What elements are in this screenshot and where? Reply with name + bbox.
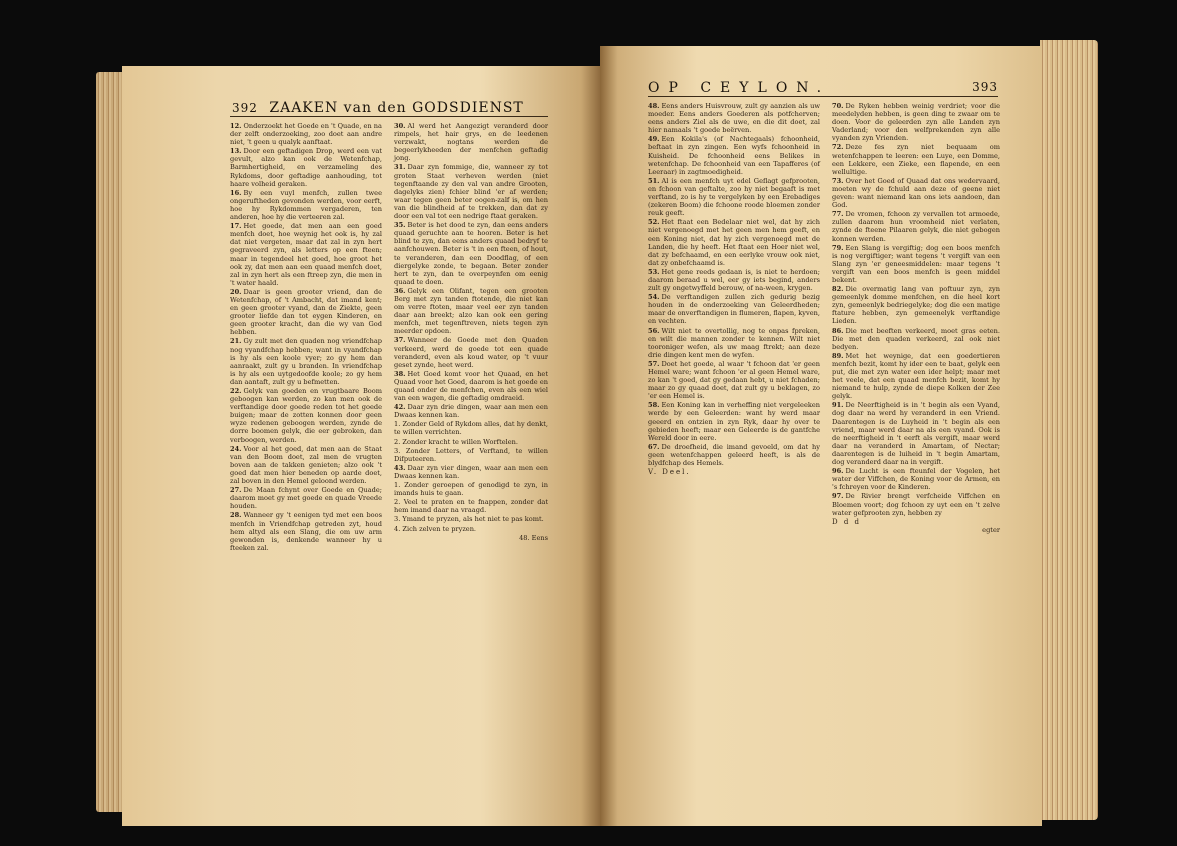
- paragraph: [230, 222, 382, 287]
- paragraph-number: 52.: [648, 218, 660, 227]
- paragraph-number: 49.: [648, 135, 660, 144]
- paragraph-number: 22.: [230, 387, 242, 395]
- paragraph-number: 56.: [648, 326, 660, 335]
- paragraph: [394, 163, 548, 220]
- paragraph: [832, 244, 1000, 284]
- paragraph-text: De Maan fchynt over Goede en Quade; daarom moet gy met goede en quade Vreede houden.: [230, 486, 382, 511]
- paragraph-text: Het Goed komt voor het Quaad, en het Quaad voor het Goed, daarom is het goede en quaad onder de menfchen, even als een wiel van een wagen, die geftadig omdraeid.: [394, 369, 548, 403]
- paragraph-number: 36.: [394, 286, 406, 295]
- paragraph: [230, 511, 382, 551]
- paragraph-text: Die met beeften verkeerd, moet gras eeten. Die met den quaden verkeerd, zal ook niet bedyen.: [832, 326, 1000, 351]
- paragraph-number: 17.: [230, 222, 242, 231]
- paragraph-text: De Rivier brengt verfcheide Viffchen en Bloemen voort; dog fchoon zy uyt een en 't zelve water gefprooten zyn, hebben zy: [832, 492, 1000, 517]
- paragraph-text: Daar zyn drie dingen, waar aan men een Dwaas kennen kan.: [394, 403, 548, 420]
- paragraph: [230, 445, 382, 485]
- paragraph-text: Gelyk een Olifant, tegen een grooten Berg met zyn tanden ftotende, die niet kan om verre ftoten, maar veel eer zyn tanden daar aan breekt; alzo kan ook een gering menfch, met tegenftreven, niets tegen zyn meerder opdoen.: [394, 286, 548, 336]
- paragraph: [394, 221, 548, 286]
- paragraph: [648, 293, 820, 325]
- paragraph-number: 72.: [832, 143, 844, 152]
- paragraph-number: 73.: [832, 176, 844, 185]
- paragraph-text: 1. Zonder geroepen of genodigd te zyn, in imands huis te gaan.: [394, 481, 548, 498]
- paragraph-text: De Neerftigheid is in 't begin als een Vyand, dog daar na werd hy veranderd in een Vriend. Daarentegen is de Luyheid in 't begin als een vriend, maar werd daar na als een vyand. Ook is de neerftigheid in 't eerft als vergift, maar werd daar na veranderd in Amartam, of Nectar; daarentegen is de luiheid in 't begin Amartam, dog veranderd daar na in vergift.: [832, 401, 1000, 467]
- paragraph: [832, 492, 1000, 516]
- paragraph: [394, 287, 548, 336]
- paragraph: [832, 102, 1000, 142]
- paragraph-text: Het ftaat een Bedelaar niet wel, dat hy zich niet vergenoegd met het geen men hem geeft, en een Koning niet, dat hy zich vergenoegd met de Landen, die hy heeft. Het ftaat een Hoer niet wel, dat zy befchaamd, en een eerlyke vrouw ook niet, dat zy onbefchaamd is.: [648, 218, 820, 267]
- paragraph-text: Deze fes zyn niet bequaam om wetenfchappen te leeren: een Luye, een Domme, een Lekkere, een Zieke, een flapende, en een wellultige.: [832, 143, 1000, 176]
- paragraph-number: 89.: [832, 351, 844, 360]
- paragraph: [394, 525, 548, 533]
- paragraph-text: Het goede, dat men aan een goed menfch doet, hoe weynig het ook is, hy zal dat niet vergeten, maar dat zal in zyn hert gegraveerd zyn, als letters op een fteen; maar in tegendeel het goed, hoe groot het ook zy, dat men aan een quaad menfch doet, zal in zyn hert als een ftreep zyn, die men in 't water haald.: [230, 222, 382, 287]
- paragraph-text: Eens anders Huisvrouw, zult gy aanzien als uw moeder. Eens anders Goederen als potfcherven; eens anders Ziel als de uwe, en die dit doet, zal hier namaals 't goede beërven.: [648, 102, 820, 135]
- paragraph: [394, 122, 548, 162]
- paragraph: [394, 498, 548, 514]
- paragraph-number: 79.: [832, 243, 844, 252]
- paragraph: [394, 403, 548, 419]
- paragraph: [394, 447, 548, 463]
- right-page: [600, 46, 1042, 826]
- right-header-rule: [648, 96, 998, 97]
- paragraph-number: 97.: [832, 492, 844, 501]
- paragraph: [230, 189, 382, 221]
- paragraph-number: 58.: [648, 401, 660, 410]
- paragraph: [832, 285, 1000, 325]
- paragraph-text: Over het Goed of Quaad dat ons wedervaard, moeten wy de fchuld aan deze of geene niet geven: want niemand kan ons iets aandoen, dan God.: [832, 176, 1000, 210]
- paragraph: [394, 464, 548, 480]
- volume-signature: V. Deel.: [648, 468, 691, 477]
- paragraph-number: 51.: [648, 176, 660, 185]
- paragraph: [230, 288, 382, 337]
- paragraph: [832, 352, 1000, 401]
- paragraph-text: Wilt niet te overtollig, nog te onpas fpreken, en wilt die mannen zonder te kennen. Wilt niet tooroniger wefen, als uw maag ftrekt; aan deze drie dingen kent men de wyfen.: [648, 326, 820, 359]
- paragraph-number: 20.: [230, 287, 242, 296]
- right-column-2: [832, 102, 1000, 534]
- paragraph-text: Onderzoekt het Goede en 't Quade, en na der zelft onderzoeking, zoo doet aan andre niet, 't geen u qualyk aanftaat.: [230, 122, 382, 147]
- paragraph-text: Gelyk van goeden en vrugtbaare Boom geboogen kan werden, zo kan men ook de verftandige door goede reden tot het goede buigen; maar de zotten konnen door geen wyze redenen geboogen werden, zynde de dorre boomen gelyk, die eer gebroken, dan verboogen, werden.: [230, 387, 382, 444]
- left-column-2: [394, 122, 548, 542]
- paragraph: [832, 401, 1000, 466]
- paragraph: [394, 481, 548, 497]
- right-page-edges: [1040, 40, 1098, 820]
- paragraph-number: 28.: [230, 511, 242, 520]
- right-column-1: [648, 102, 820, 476]
- paragraph: [648, 268, 820, 292]
- left-header-title: ZAAKEN van den GODSDIENST: [269, 100, 524, 116]
- paragraph: [230, 486, 382, 510]
- paragraph: [230, 387, 382, 444]
- paragraph-number: 27.: [230, 486, 242, 495]
- paragraph-text: 2. Veel te praten en te fnappen, zonder dat hem imand daar na vraagd.: [394, 498, 548, 515]
- right-running-header: [648, 80, 998, 96]
- paragraph-text: Wanneer de Goede met den Quaden verkeerd, werd de goede tot een quade veranderd, even als koud water, op 't vuur geset zynde, heet werd.: [394, 336, 548, 369]
- paragraph-number: 53.: [648, 267, 660, 276]
- paragraph: [648, 177, 820, 217]
- paragraph-number: 16.: [230, 188, 242, 197]
- paragraph: [832, 210, 1000, 242]
- left-page-edges: [96, 72, 124, 812]
- paragraph-text: Door een geftadigen Drop, werd een vat gevult, alzo kan ook de Wetenfchap, Barmhertigheid, en verzameling des Rykdoms, door geftadige aanhouding, tot haare volheid geraken.: [230, 147, 382, 188]
- paragraph-number: 86.: [832, 326, 844, 335]
- paragraph: [394, 420, 548, 436]
- paragraph: [832, 177, 1000, 209]
- left-catchword: 48. Eens: [519, 533, 548, 542]
- paragraph-number: 38.: [394, 369, 406, 378]
- paragraph-text: 1. Zonder Geld of Rykdom alles, dat hy denkt, te willen verrichten.: [394, 420, 548, 437]
- paragraph: [394, 438, 548, 446]
- paragraph: [648, 360, 820, 400]
- paragraph-text: 2. Zonder kracht te willen Worftelen.: [394, 437, 518, 446]
- right-catchword: egter: [982, 525, 1000, 534]
- paragraph-number: 21.: [230, 337, 242, 346]
- paragraph-text: 3. Zonder Letters, of Verftand, te willen Difputeeren.: [394, 446, 548, 463]
- paragraph: [832, 143, 1000, 175]
- gathering-signature: D d d: [832, 517, 862, 526]
- paragraph-number: 12.: [230, 122, 242, 130]
- paragraph-text: Beter is het dood te zyn, dan eens anders quaad geruchte aan te hooren. Beter is het blind te zyn, dan eens anders quaad bedryf te aanfchouwen. Beter is 't in een fteen, of hout, te veranderen, dan een Doodflag, of een diergelyke zonde, te begaan. Beter zonder hert te zyn, dan te overpeynfen om eenig quaad te doen.: [394, 221, 548, 286]
- paragraph: [230, 147, 382, 187]
- left-column-1: [230, 122, 382, 553]
- paragraph-number: 24.: [230, 444, 242, 453]
- paragraph-number: 35.: [394, 221, 406, 230]
- paragraph-number: 30.: [394, 122, 406, 130]
- paragraph-number: 42.: [394, 403, 406, 412]
- paragraph-text: Daar is geen grooter vriend, dan de Wetenfchap, of 't Ambacht, dat imand kent; en geen grooter vyand, dan de Ziekte, geen grooter liefde dan tot eygen Kinderen, en geen grooter kracht, dan die wy van God hebben.: [230, 287, 382, 337]
- paragraph-text: Een Koning kan in verheffing niet vergeleeken werde by een Geleerden: want hy werd maar geeerd en ontzien in zyn Ryk, daar hy over te gebieden heeft; maar een Geleerde is de gantfche Wereld door in eere.: [648, 401, 820, 442]
- paragraph: [648, 401, 820, 441]
- paragraph-text: Het gene reeds gedaan is, is niet te herdoen; daarom beraad u wel, eer gy iets begind, anders zult gy ongetwyffeld berouw, of na-ween, krygen.: [648, 267, 820, 293]
- paragraph-text: Daar zyn vier dingen, waar aan men een Dwaas kennen kan.: [394, 463, 548, 480]
- paragraph-number: 54.: [648, 293, 660, 302]
- paragraph-number: 13.: [230, 147, 242, 156]
- paragraph-text: Een Kokila's (of Nachtegaals) fchoonheid, beftaat in zyn zingen. Een wyfs fchoonheid in Kuisheid. De fchoonheid eens Belikes in wetenfchap. De fchoonheid van een Tapafferes (of Leeraar) in zagtmoedigheid.: [648, 135, 820, 176]
- paragraph: [648, 102, 820, 134]
- paragraph-number: 82.: [832, 285, 844, 294]
- paragraph-number: 77.: [832, 210, 844, 219]
- paragraph-text: Doet het goede, al waar 't fchoon dat 'er geen Hemel ware; want fchoon 'er al geen Hemel ware, zo kan 't goed, dat gy gedaan hebt, u niet fchaden; maar zo gy quaad doet, dat zult gy u beklagen, zo 'er een Hemel is.: [648, 359, 820, 401]
- paragraph-text: 3. Ymand te pryzen, als het niet te pas komt.: [394, 515, 544, 524]
- paragraph-text: Voor al het goed, dat men aan de Staat van den Boom doet, zal men de vrugten boven aan de takken genieten; alzo ook 't goed dat men hier beneden op aarde doet, zal boven in den Hemel geloond werden.: [230, 444, 382, 486]
- left-header-rule: [230, 116, 548, 117]
- paragraph: [230, 337, 382, 386]
- paragraph-text: By een vuyl menfch, zullen twee ongeruftheden gevonden werden, voor eerft, hoe hy Rykdommen vergaderen, ten anderen, hoe hy die verteeren zal.: [230, 188, 382, 222]
- paragraph-number: 43.: [394, 463, 406, 472]
- paragraph: [832, 327, 1000, 351]
- paragraph: [648, 443, 820, 467]
- paragraph-number: 67.: [648, 442, 660, 451]
- paragraph: [394, 370, 548, 402]
- right-header-title: OP CEYLON.: [648, 80, 831, 96]
- left-page: [122, 66, 600, 826]
- paragraph-text: Al werd het Aangezigt veranderd door rimpels, het hair grys, en de leedenen verzwakt, nogtans werden de begeerlykheeden der menfchen geftadig jong.: [394, 122, 548, 163]
- paragraph-number: 37.: [394, 336, 406, 345]
- left-page-number: 392: [232, 101, 258, 115]
- paragraph-text: De verftandigen zullen zich gedurig bezig houden in de onderzoeking van Geleerdheden; maar de onverftandigen in flumeren, flapen, kyven, en vechten.: [648, 293, 820, 326]
- paragraph-text: De Ryken hebben weinig verdriet; voor die meedelyden hebben, is geen ding te zwaar om te doen. Voor de geleerden zyn alle Landen zyn Vaderland; voor den welfprekenden zyn alle vyanden zyn Vrienden.: [832, 102, 1000, 143]
- right-page-number: 393: [972, 80, 998, 94]
- paragraph-text: Gy zult met den quaden nog vriendfchap nog vyandfchap hebben; want in vyandfchap is hy als een koole vyer; zo gy hem dan aanraakt, zult gy u branden. In vriendfchap is hy als een uytgedoofde koole; zo gy hem dan aantaft, zult gy u befmetten.: [230, 337, 382, 386]
- paragraph-number: 70.: [832, 102, 844, 110]
- paragraph-text: De vromen, fchoon zy vervallen tot armoede, zullen daarom hun vroomheid niet verlaten, zynde de fteene Pilaaren gelyk, die niet gebogen konnen werden.: [832, 210, 1000, 243]
- paragraph-text: Een Slang is vergiftig; dog een boos menfch is nog vergiftiger; want tegens 't vergift van een Slang zyn 'er geneesmiddelen: maar tegens 't vergift van een boos menfch is geen middel bekent.: [832, 243, 1000, 284]
- left-running-header: [232, 100, 524, 116]
- paragraph-text: De Lucht is een fteunfel der Vogelen, het water der Viffchen, de Koning voor de Armen, en 's fchreyen voor de Kinderen.: [832, 467, 1000, 492]
- paragraph-number: 91.: [832, 401, 844, 410]
- paragraph: [648, 327, 820, 359]
- paragraph-text: Met het weynige, dat een goedertieren menfch bezit, komt hy ider een te baat, gelyk een put, die met zyn water een ider helpt; maar met het veele, dat een quaad menfch bezit, komt hy niemand te hulp, zynde de diepe Kolken der Zee gelyk.: [832, 351, 1000, 401]
- paragraph-text: Daar zyn fommige, die, wanneer zy tot groten Staat verheven werden (niet tegenftaande zy den val van andre Grooten, dagelyks zien) fchier blind 'er af werden; waar tegen geen beter oogen-zalf is, om hen van die blindheid af te trekken, dan dat zy door een val tot een nedrige ftaat geraken.: [394, 163, 548, 221]
- paragraph-text: Al is een menfch uyt edel Geflagt gefprooten, en fchoon van geftalte, zoo hy niet begaaft is met verftand, zo is hy te vergelyken by een Erebadiges (zekeren Boom) die fchoone roode bloemen zonder reuk geeft.: [648, 176, 820, 218]
- paragraph-number: 96.: [832, 467, 844, 476]
- paragraph-text: De droefheid, die imand gevoeld, om dat hy geen wetenfchappen geleerd heeft, is als de blydfchap des Hemels.: [648, 442, 820, 468]
- paragraph: [648, 135, 820, 175]
- paragraph-number: 48.: [648, 102, 660, 110]
- paragraph: [832, 467, 1000, 491]
- paragraph-number: 57.: [648, 359, 660, 368]
- paragraph: [230, 122, 382, 146]
- paragraph: [648, 218, 820, 267]
- paragraph-text: 4. Zich zelven te pryzen.: [394, 524, 477, 533]
- paragraph: [394, 515, 548, 523]
- paragraph-number: 31.: [394, 163, 406, 172]
- paragraph-text: Wanneer gy 't eenigen tyd met een boos menfch in Vriendfchap getreden zyt, houd hem altyd als een Slang, die om uw arm gewonden is, denkende wanneer hy u fteeken zal.: [230, 511, 382, 552]
- paragraph: [394, 336, 548, 368]
- paragraph-text: Die overmatig lang van poftuur zyn, zyn gemeenlyk domme menfchen, en die heel kort zyn, gemeenlyk bedriegelyke; dog die een matige ftature hebben, zyn gemeenelyk verftandige Lieden.: [832, 285, 1000, 326]
